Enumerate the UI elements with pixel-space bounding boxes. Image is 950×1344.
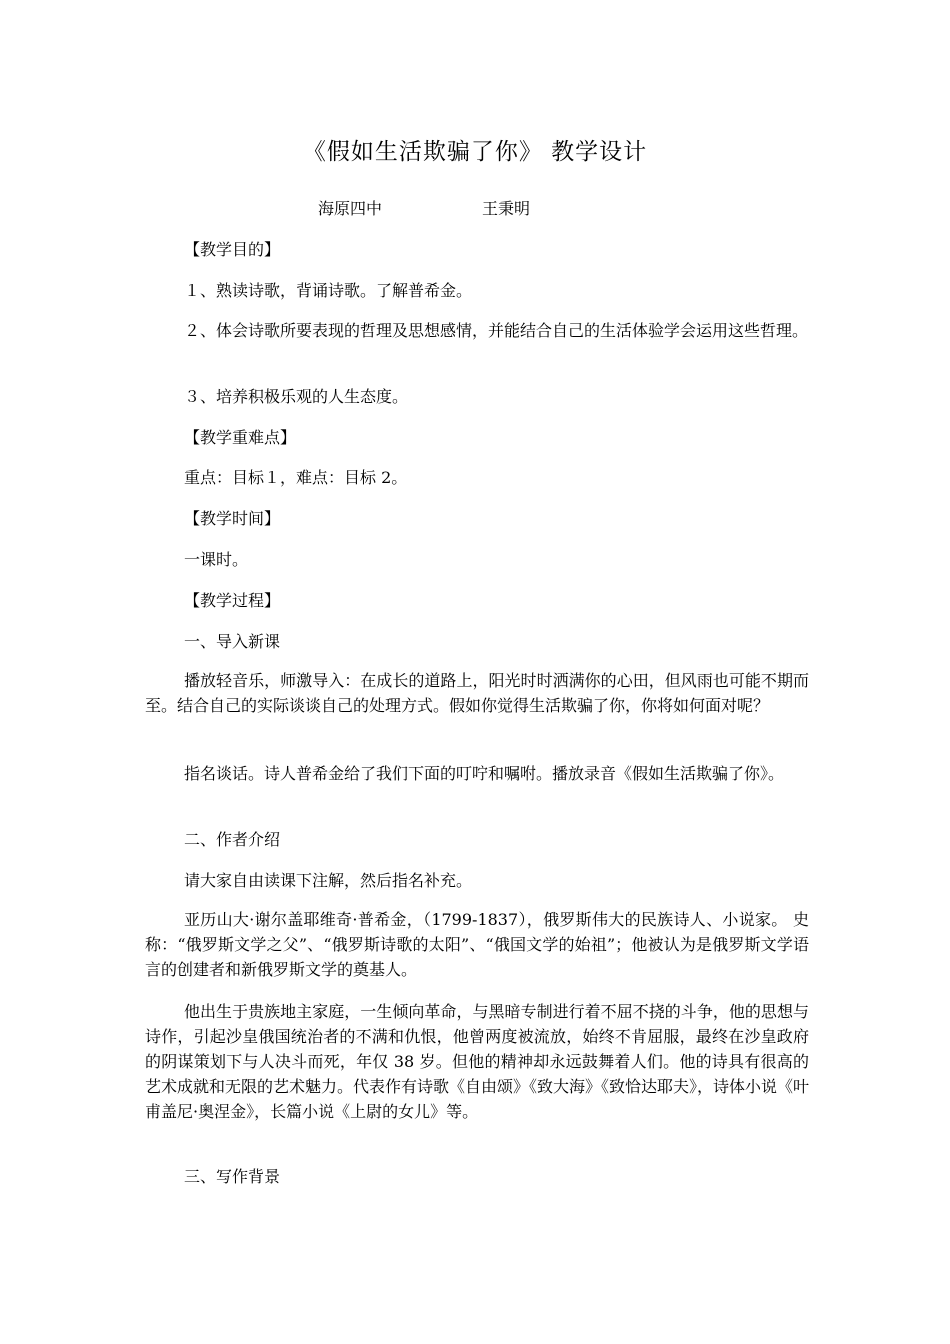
- step3-heading: 三、写作背景: [184, 1167, 281, 1186]
- step2-paragraph-1: 请大家自由读课下注解，然后指名补充。: [184, 871, 473, 890]
- keypoints-text: 重点：目标１，难点：目标 2。: [184, 468, 408, 487]
- keypoints-heading: 【教学重难点】: [184, 428, 297, 447]
- step1-heading: 一、导入新课: [184, 632, 281, 651]
- step2-paragraph-3: 他出生于贵族地主家庭，一生倾向革命，与黑暗专制进行着不屈不挠的斗争，他的思想与诗作，引起沙皇俄国统治者的不满和仇恨，他曾两度被流放，始终不肯屈服，最终在沙皇政府的阴谋策划下与人决斗而死，年仅 38 岁。但他的精神却永远鼓舞着人们。他的诗具有很高的艺术成就和无限的艺术魅力。代表作有诗歌《自由颂》《致大海》《致恰达耶夫》，诗体小说《叶甫盖尼·奥涅金》，长篇小说《上尉的女儿》等。: [145, 1002, 810, 1121]
- author-school: 海原四中: [318, 199, 383, 218]
- step1-paragraph-1: 播放轻音乐，师激导入：在成长的道路上，阳光时时洒满你的心田，但风雨也可能不期而至。结合自己的实际谈谈自己的处理方式。假如你觉得生活欺骗了你，你将如何面对呢？: [145, 671, 809, 715]
- step2-paragraph-2: 亚历山大·谢尔盖耶维奇·普希金，（1799-1837），俄罗斯伟大的民族诗人、小说家。 史称：“俄罗斯文学之父”、“俄罗斯诗歌的太阳”、“俄国文学的始祖”；他被认为是俄罗斯文学语言的创建者和新俄罗斯文学的奠基人。: [145, 910, 809, 979]
- time-text: 一课时。: [184, 550, 249, 569]
- author-name: 王秉明: [482, 199, 531, 218]
- step1-paragraph-2: 指名谈话。诗人普希金给了我们下面的叮咛和嘱咐。播放录音《假如生活欺骗了你》。: [184, 764, 785, 783]
- process-heading: 【教学过程】: [184, 591, 281, 610]
- objective-1: １、熟读诗歌，背诵诗歌。了解普希金。: [184, 281, 473, 300]
- document-title: 《假如生活欺骗了你》 教学设计: [302, 139, 648, 165]
- step2-heading: 二、作者介绍: [184, 830, 281, 849]
- objectives-heading: 【教学目的】: [184, 240, 281, 259]
- objective-3: ３、培养积极乐观的人生态度。: [184, 387, 409, 406]
- objective-2: ２、体会诗歌所要表现的哲理及思想感情，并能结合自己的生活体验学会运用这些哲理。: [184, 321, 809, 340]
- time-heading: 【教学时间】: [184, 509, 281, 528]
